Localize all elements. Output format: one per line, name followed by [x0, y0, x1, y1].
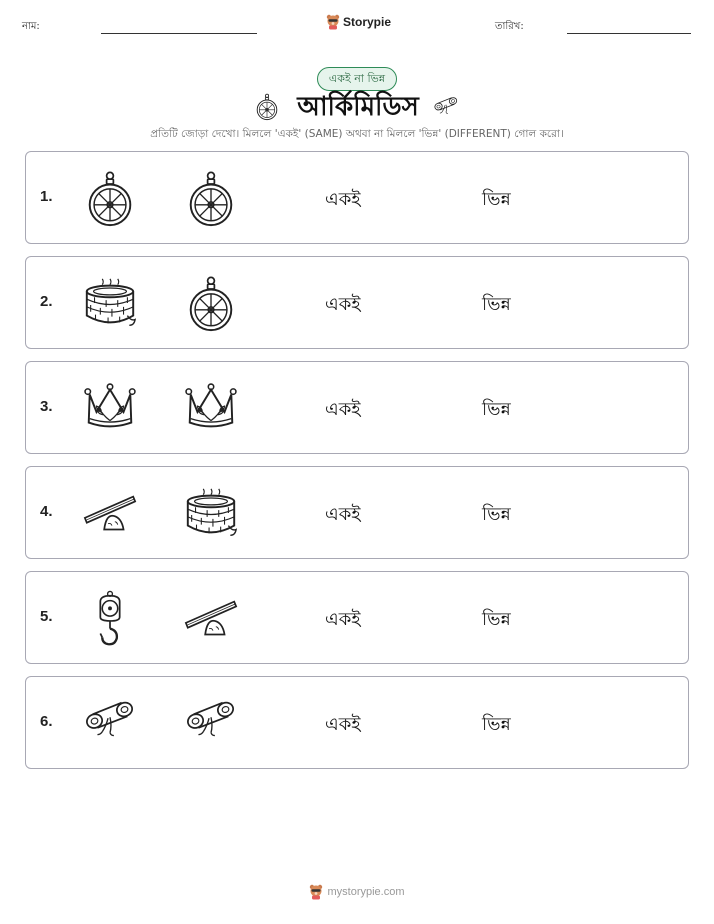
- compass-icon: [182, 170, 240, 228]
- worksheet-type-badge: একই না ভিন্ন: [317, 67, 397, 91]
- question-number: 3.: [40, 398, 53, 415]
- name-line: [101, 33, 257, 34]
- title-row: [0, 90, 714, 128]
- lever-icon: [81, 485, 139, 543]
- worksheet-header: [0, 0, 714, 50]
- question-row: [25, 571, 689, 664]
- different-option[interactable]: ভিন্ন: [482, 399, 511, 420]
- scroll-icon: [430, 94, 462, 122]
- different-option[interactable]: ভিন্ন: [482, 714, 511, 735]
- compass-icon: [253, 91, 281, 123]
- same-option[interactable]: একই: [325, 399, 361, 420]
- different-option[interactable]: ভিন্ন: [482, 189, 511, 210]
- different-option[interactable]: ভিন্ন: [482, 504, 511, 525]
- different-option[interactable]: ভিন্ন: [482, 294, 511, 315]
- storypie-mascot-icon: [326, 14, 340, 30]
- same-option[interactable]: একই: [325, 609, 361, 630]
- different-option[interactable]: ভিন্ন: [482, 609, 511, 630]
- question-number: 4.: [40, 503, 53, 520]
- same-option[interactable]: একই: [325, 714, 361, 735]
- instruction-text: প্রতিটি জোড়া দেখো। মিললে 'একই' (SAME) অথবা না মিললে 'ভিন্ন' (DIFFERENT) গোল করো।: [150, 128, 564, 140]
- question-row: [25, 151, 689, 244]
- question-row: [25, 466, 689, 559]
- page-footer: [0, 884, 714, 900]
- brand-logo: [326, 14, 391, 30]
- lever-icon: [182, 590, 240, 648]
- question-row: [25, 256, 689, 349]
- scroll-icon: [182, 695, 240, 753]
- page-title: আর্কিমিডিস: [297, 92, 419, 122]
- question-number: 2.: [40, 293, 53, 310]
- date-line: [567, 33, 691, 34]
- footer-url[interactable]: mystorypie.com: [327, 886, 405, 898]
- name-label: নাম:: [22, 21, 40, 32]
- question-number: 6.: [40, 713, 53, 730]
- question-row: [25, 676, 689, 769]
- pulley-icon: [81, 590, 139, 648]
- same-option[interactable]: একই: [325, 294, 361, 315]
- question-number: 5.: [40, 608, 53, 625]
- compass-icon: [182, 275, 240, 333]
- question-number: 1.: [40, 188, 53, 205]
- crown-icon: [81, 380, 139, 438]
- brand-name: Storypie: [343, 15, 392, 29]
- same-option[interactable]: একই: [325, 189, 361, 210]
- compass-icon: [81, 170, 139, 228]
- well-icon: [81, 275, 139, 333]
- crown-icon: [182, 380, 240, 438]
- date-label: তারিখ:: [495, 21, 524, 32]
- question-row: [25, 361, 689, 454]
- well-icon: [182, 485, 240, 543]
- same-option[interactable]: একই: [325, 504, 361, 525]
- storypie-mascot-icon: [309, 884, 323, 900]
- scroll-icon: [81, 695, 139, 753]
